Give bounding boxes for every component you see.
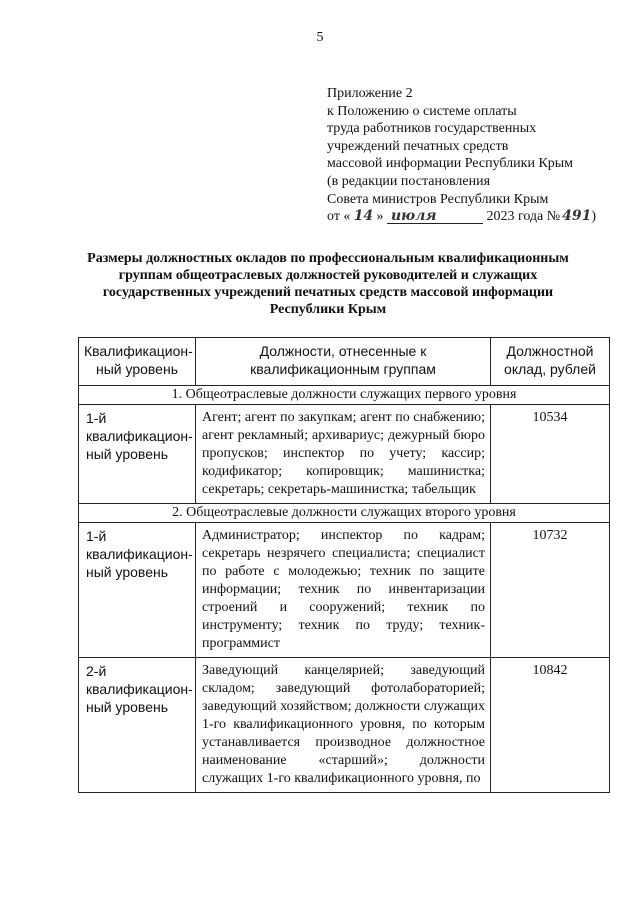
closing-paren: ) [591,209,597,225]
appendix-line: (в редакции постановления [327,173,491,189]
level-cell: 1-й квалификацион-ный уровень [79,405,196,504]
appendix-line: к Положению о системе оплаты [327,103,517,119]
date-prefix: от « [327,209,351,225]
salary-table [78,337,610,793]
handwritten-day: 14 [353,208,374,225]
date-suffix: 2023 года № [482,209,561,225]
handwritten-decree-number: 491 [562,208,592,225]
appendix-line: Приложение 2 [327,86,413,101]
table-row [79,405,610,504]
appendix-line: труда работников государственных [327,121,537,137]
page-number: 5 [316,30,324,45]
appendix-block [327,85,627,226]
level-cell: 2-й квалификацион-ный уровень [79,658,196,793]
salary-cell: 10732 [491,523,610,658]
table-row [79,523,610,658]
column-header-positions: Должности, отнесенные к квалификационным группам [196,338,491,386]
appendix-line: учреждений печатных средств [327,138,509,154]
decree-date-line [327,208,627,226]
section-row [79,386,610,405]
appendix-line: массовой информации Республики Крым [327,156,574,172]
column-header-level: Квалификацион-ный уровень [79,338,196,386]
positions-cell: Заведующий канцелярией; заведующий складом; заведующий фотолабораторией; заведующий хозяйством; должности служащих 1-го квалификационного уровня, по которым устанавливается производное должностное наименование «старший»; должности служащих 1-го квалификационного уровня, по [196,658,491,793]
document-title: Размеры должностных окладов по профессиональным квалификационным группам общеотраслевых должностей руководителей и служащих государственных учреждений печатных средств массовой информации Республики Крым [87,251,569,317]
section-title: 2. Общеотраслевые должности служащих второго уровня [79,504,610,523]
column-header-salary: Должностной оклад, рублей [491,338,610,386]
section-title: 1. Общеотраслевые должности служащих первого уровня [79,386,610,405]
date-mid: » [376,209,387,225]
section-row [79,504,610,523]
table-header-row [79,338,610,386]
positions-cell: Администратор; инспектор по кадрам; секретарь незрячего специалиста; специалист по работе с молодежью; техник по защите информации; техник по инвентаризации строений и сооружений; техник по инструменту; техник по труду; техник-программист [196,523,491,658]
handwritten-month: июля [387,209,483,224]
appendix-line: Совета министров Республики Крым [327,191,549,207]
positions-cell: Агент; агент по закупкам; агент по снабжению; агент рекламный; архивариус; дежурный бюро пропусков; инспектор по учету; кассир; кодификатор; копировщик; машинистка; секретарь; секретарь-машинистка; табельщик [196,405,491,504]
level-cell: 1-й квалификацион-ный уровень [79,523,196,658]
salary-cell: 10842 [491,658,610,793]
table-row [79,658,610,793]
salary-cell: 10534 [491,405,610,504]
